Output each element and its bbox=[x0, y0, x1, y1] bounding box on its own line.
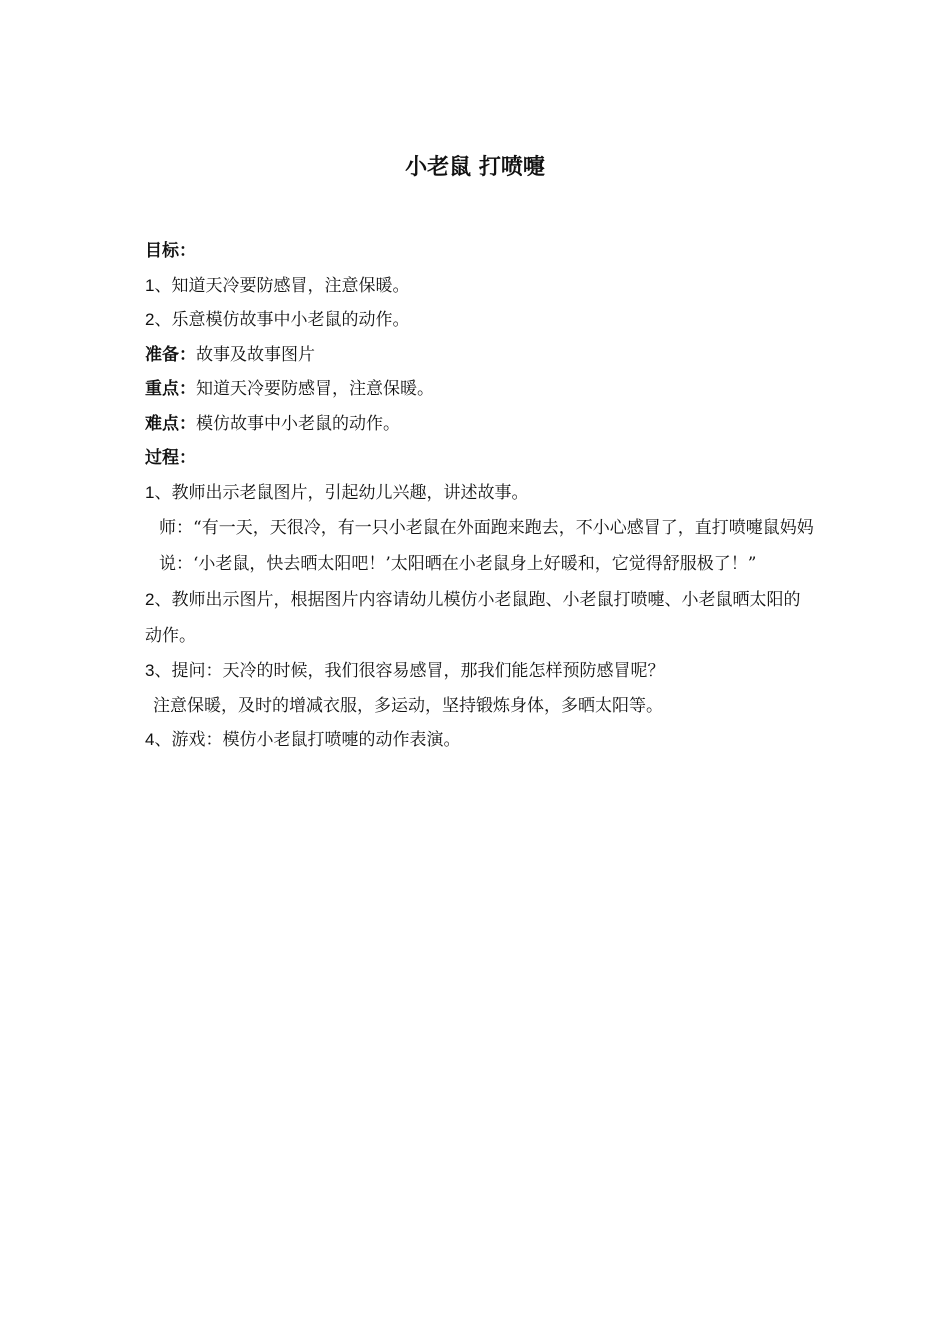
focus-label: 重点： bbox=[145, 379, 196, 399]
step-number: 3 bbox=[145, 661, 155, 680]
step-text: 、教师出示图片，根据图片内容请幼儿模仿小老鼠跑、小老鼠打喷嚏、小老鼠晒太阳的动作。 bbox=[145, 590, 801, 646]
goal-item-2 bbox=[145, 303, 815, 338]
step-number: 1 bbox=[145, 482, 155, 502]
process-step-1 bbox=[145, 476, 815, 511]
goal-number: 1 bbox=[145, 275, 155, 295]
step-text: 、游戏：模仿小老鼠打喷嚏的动作表演。 bbox=[154, 730, 461, 750]
step-number: 2 bbox=[145, 590, 155, 609]
document-body bbox=[145, 234, 815, 758]
difficulty-line bbox=[145, 407, 815, 442]
step-text: 、提问：天冷的时候，我们很容易感冒，那我们能怎样预防感冒呢？ bbox=[154, 661, 665, 681]
goals-label: 目标： bbox=[145, 241, 196, 261]
difficulty-label: 难点： bbox=[145, 413, 196, 434]
goals-heading bbox=[145, 234, 815, 269]
process-step-4 bbox=[145, 723, 815, 758]
prep-text: 故事及故事图片 bbox=[196, 344, 315, 365]
prep-label: 准备： bbox=[145, 344, 196, 365]
process-step-2 bbox=[145, 582, 815, 654]
page-title: 小老鼠 打喷嚏 bbox=[405, 155, 545, 180]
goal-text: 、知道天冷要防感冒，注意保暖。 bbox=[154, 275, 410, 296]
goal-number: 2 bbox=[145, 310, 155, 329]
difficulty-text: 模仿故事中小老鼠的动作。 bbox=[196, 413, 400, 434]
answer-line: 注意保暖，及时的增减衣服，多运动，坚持锻炼身体，多晒太阳等。 bbox=[153, 695, 663, 716]
focus-line bbox=[145, 372, 815, 407]
process-heading bbox=[145, 441, 815, 476]
step-number: 4 bbox=[145, 730, 155, 749]
goal-text: 、乐意模仿故事中小老鼠的动作。 bbox=[154, 310, 410, 330]
step-text: 、教师出示老鼠图片，引起幼儿兴趣，讲述故事。 bbox=[154, 482, 529, 503]
process-step-3 bbox=[145, 654, 815, 689]
goal-item-1 bbox=[145, 269, 815, 304]
focus-text: 知道天冷要防感冒，注意保暖。 bbox=[196, 379, 434, 399]
prep-line bbox=[145, 338, 815, 373]
process-label: 过程： bbox=[145, 448, 196, 468]
story-paragraph: 师：“有一天，天很冷，有一只小老鼠在外面跑来跑去，不小心感冒了，直打喷嚏鼠妈妈说：‘小老鼠，快去晒太阳吧！’太阳晒在小老鼠身上好暖和，它觉得舒服极了！” bbox=[159, 518, 814, 574]
